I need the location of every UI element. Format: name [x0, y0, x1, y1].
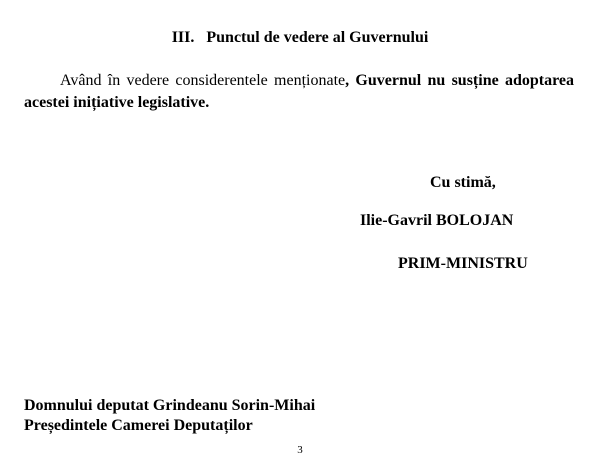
section-heading	[0, 28, 600, 48]
signature-closing: Cu stimă,	[430, 174, 496, 191]
paragraph-separator: ,	[345, 72, 356, 89]
addressee-line-1: Domnului deputat Grindeanu Sorin-Mihai	[24, 397, 316, 414]
section-title: Punctul de vedere al Guvernului	[206, 29, 429, 46]
paragraph-bold-statement: Guvernul nu susține adoptarea acestei inițiative legislative.	[24, 72, 575, 111]
body-paragraph	[24, 70, 574, 114]
signature-title: PRIM-MINISTRU	[398, 255, 528, 272]
section-number: III.	[171, 29, 195, 46]
signature-name: Ilie-Gavril BOLOJAN	[360, 212, 514, 229]
addressee-line-2: Președintele Camerei Deputaților	[24, 417, 253, 434]
page-number: 3	[297, 444, 303, 456]
paragraph-intro: Având în vedere considerentele menționate	[60, 72, 346, 89]
